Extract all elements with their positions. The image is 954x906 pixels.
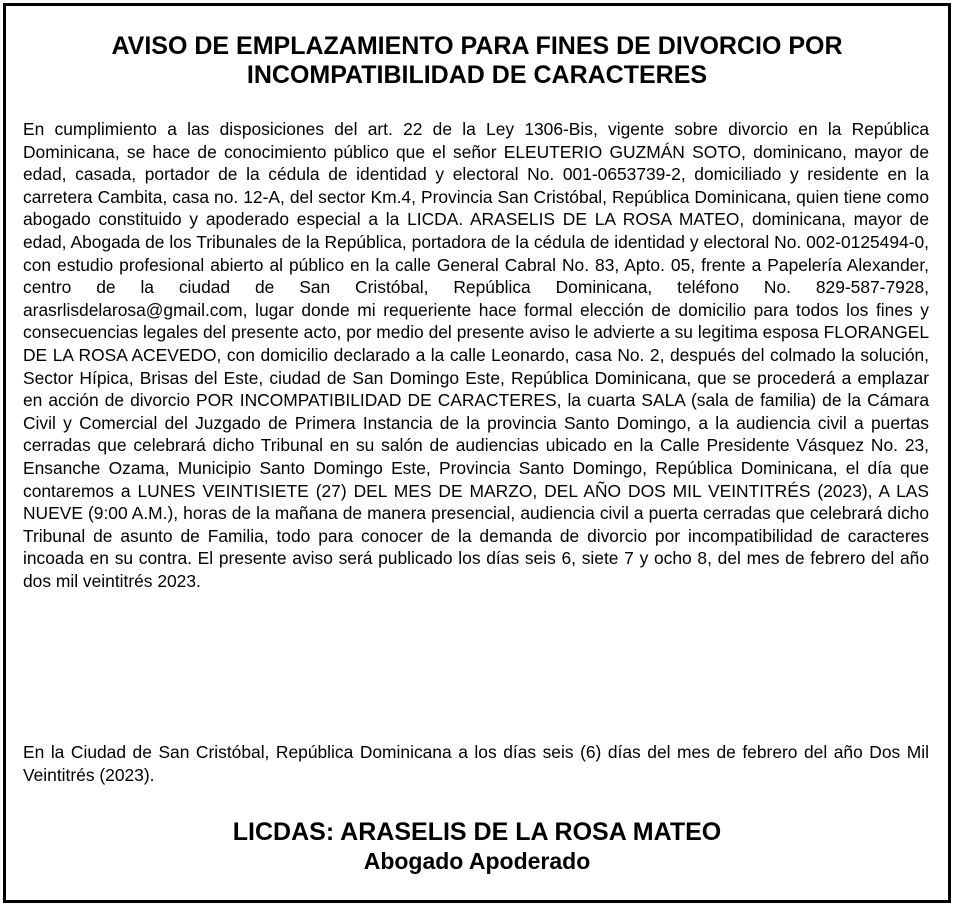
- signature-role: Abogado Apoderado: [363, 848, 591, 874]
- notice-body: En cumplimiento a las disposiciones del art. 22 de la Ley 1306-Bis, vigente sobre divorcio en la República Dominicana, se hace de conocimiento público que el señor ELEUTERIO GUZMÁN SOTO, dominicano, mayor de edad, casada, portador de la cédula de identidad y electoral No. 001-0653739-2, domiciliado y residente en la carretera Cambita, casa no. 12-A, del sector Km.4, Provincia San Cristóbal, República Dominicana, quien tiene como abogado constituido y apoderado especial a la LICDA. ARASELIS DE LA ROSA MATEO, dominicana, mayor de edad, Abogada de los Tribunales de la República, portadora de la cédula de identidad y electoral No. 002-0125494-0, con estudio profesional abierto al público en la calle General Cabral No. 83, Apto. 05, frente a Papelería Alexander, centro de la ciudad de San Cristóbal, República Dominicana, teléfono No. 829-587-7928, arasrlisdelarosa@gmail.com, lugar donde mi requeriente hace formal elección de domicilio para todos los fines y consecuencias legales del presente acto, por medio del presente aviso le advierte a su legitima esposa FLORANGEL DE LA ROSA ACEVEDO, con domicilio declarado a la calle Leonardo, casa No. 2, después del colmado la solución, Sector Hípica, Brisas del Este, ciudad de San Domingo Este, República Dominicana, que se procederá a emplazar en acción de divorcio POR INCOMPATIBILIDAD DE CARACTERES, la cuarta SALA (sala de familia) de la Cámara Civil y Comercial del Juzgado de Primera Instancia de la provincia Santo Domingo, a la audiencia civil a puertas cerradas que celebrará dicho Tribunal en su salón de audiencias ubicado en la Calle Presidente Vásquez No. 23, Ensanche Ozama, Municipio Santo Domingo Este, Provincia Santo Domingo, República Dominicana, el día que contaremos a LUNES VEINTISIETE (27) DEL MES DE MARZO, DEL AÑO DOS MIL VEINTITRÉS (2023), A LAS NUEVE (9:00 A.M.), horas de la mañana de manera presencial, audiencia civil a puerta cerradas que celebrará dicho Tribunal de asunto de Familia, todo para conocer de la demanda de divorcio por incompatibilidad de caracteres incoada en su contra. El presente aviso será publicado los días seis 6, siete 7 y ocho 8, del mes de febrero del año dos mil veintitrés 2023.: [23, 119, 929, 591]
- signature-name: LICDAS: ARASELIS DE LA ROSA MATEO: [232, 818, 722, 846]
- signature-block: [6, 818, 948, 875]
- notice-title: [6, 32, 948, 90]
- legal-notice: [3, 3, 951, 903]
- notice-title-line-2: INCOMPATIBILIDAD DE CARACTERES: [246, 61, 708, 89]
- notice-title-line-1: AVISO DE EMPLAZAMIENTO PARA FINES DE DIVORCIO POR: [111, 32, 843, 60]
- notice-closing: En la Ciudad de San Cristóbal, República Dominicana a los días seis (6) días del mes de febrero del año Dos Mil Veintitrés (2023).: [23, 742, 929, 785]
